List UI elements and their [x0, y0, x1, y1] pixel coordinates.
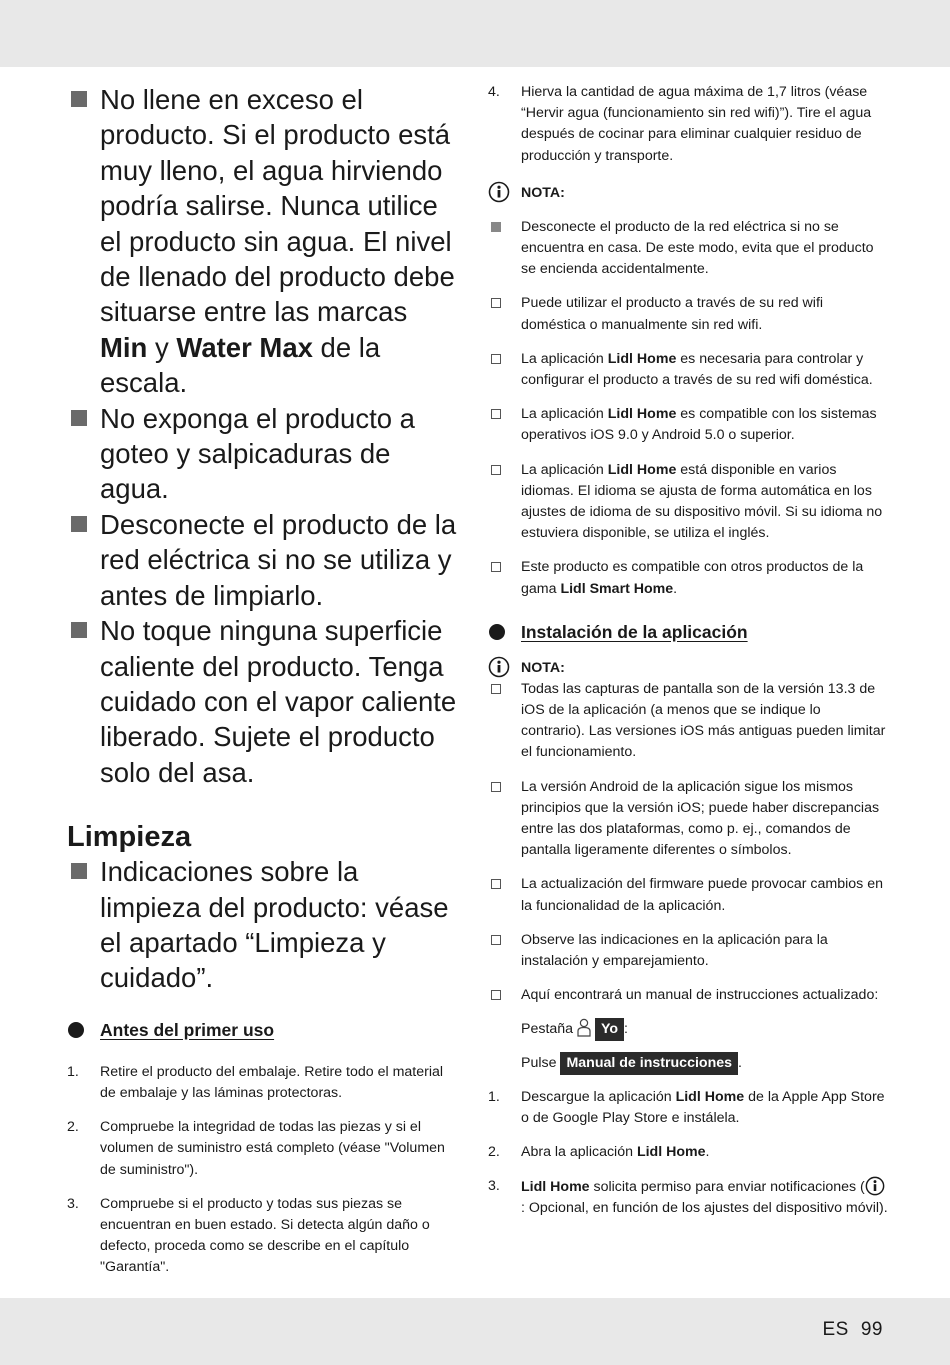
before-first-use-heading: Antes del primer uso — [67, 1018, 462, 1042]
note-item: La aplicación Lidl Home es necesaria para controlar y configurar el producto a través de su red wifi doméstica. — [488, 349, 888, 391]
page-number: 99 — [860, 1319, 883, 1340]
square-bullet-icon — [71, 863, 87, 879]
tab-instruction: Pestaña Yo : — [488, 1018, 888, 1041]
list-item: 3. Compruebe si el producto y todas sus piezas se encuentran en buen estado. Si detecta algún daño o defecto, proceda como se describe en el capítulo "Garantía". — [67, 1195, 430, 1276]
square-bullet-icon — [71, 622, 87, 638]
note-item: La aplicación Lidl Home es compatible con los sistemas operativos iOS 9.0 y Android 5.0 o superior. — [488, 404, 888, 446]
square-bullet-icon — [491, 684, 501, 694]
square-bullet-icon — [491, 990, 501, 1000]
note-item: La actualización del firmware puede provocar cambios en la funcionalidad de la aplicación. — [488, 874, 888, 916]
note-item: Observe las indicaciones en la aplicación para la instalación y emparejamiento. — [488, 930, 888, 972]
note-item: Este producto es compatible con otros productos de la gama Lidl Smart Home. — [488, 557, 888, 599]
circle-bullet-icon — [489, 624, 505, 640]
list-item: 2. Abra la aplicación Lidl Home. — [488, 1143, 710, 1160]
cleaning-list — [67, 854, 462, 996]
square-bullet-icon — [491, 409, 501, 419]
warning-item: No llene en exceso el producto. Si el producto está muy lleno, el agua hirviendo podría salirse. Nunca utilice el producto sin agua. El nivel de llenado del producto debe situarse entre las marcas Min y Water Max de la escala. — [67, 82, 462, 401]
list-item: 3. Lidl Home solicita permiso para enviar notificaciones (: Opcional, en función de los ajustes del dispositivo móvil). — [488, 1178, 888, 1217]
bottom-band — [0, 1298, 950, 1365]
app-install-heading: Instalación de la aplicación — [488, 620, 888, 644]
top-band — [0, 0, 950, 67]
circle-bullet-icon — [68, 1022, 84, 1038]
right-column — [488, 82, 888, 1220]
note-item: Aquí encontrará un manual de instrucciones actualizado: — [488, 985, 888, 1006]
page-footer — [811, 1319, 884, 1341]
square-bullet-icon — [491, 935, 501, 945]
square-bullet-icon — [491, 562, 501, 572]
note-item: Desconecte el producto de la red eléctrica si no se encuentra en casa. De este modo, evita que el producto se encienda accidentalmente. — [488, 217, 888, 281]
tab-yo[interactable]: Yo — [595, 1018, 624, 1041]
safety-warnings — [67, 82, 462, 790]
list-item: 1. Retire el producto del embalaje. Retire todo el material de embalaje y las láminas protectoras. — [67, 1063, 444, 1101]
warning-item: No exponga el producto a goteo y salpicaduras de agua. — [67, 401, 462, 507]
manual-instruction: Pulse Manual de instrucciones . — [488, 1052, 888, 1075]
cleaning-heading: Limpieza — [67, 821, 192, 854]
square-bullet-icon — [491, 222, 501, 232]
square-bullet-icon — [491, 354, 501, 364]
square-bullet-icon — [71, 516, 87, 532]
warning-item: Desconecte el producto de la red eléctrica si no se utiliza y antes de limpiarlo. — [67, 507, 462, 613]
info-icon — [488, 181, 510, 210]
info-icon — [865, 1179, 885, 1195]
first-use-steps — [67, 1062, 462, 1279]
note-heading: NOTA: — [488, 658, 888, 679]
square-bullet-icon — [71, 91, 87, 107]
note-item: Todas las capturas de pantalla son de la versión 13.3 de iOS de la aplicación (a menos que se indique lo contrario). Las versiones iOS más antiguas pueden limitar el funcionamiento. — [488, 679, 888, 764]
warning-item: No toque ninguna superficie caliente del producto. Tenga cuidado con el vapor caliente liberado. Sujete el producto solo del asa. — [67, 613, 462, 790]
note-item: Puede utilizar el producto a través de su red wifi doméstica o manualmente sin red wifi. — [488, 293, 888, 335]
square-bullet-icon — [491, 465, 501, 475]
list-item: 2. Compruebe la integridad de todas las piezas y si el volumen de suministro está completo (véase "Volumen de suministro"). — [67, 1119, 445, 1178]
left-column — [67, 82, 462, 1279]
note-item: La aplicación Lidl Home está disponible en varios idiomas. El idioma se ajusta de forma automática en los ajustes de idioma de su dispositivo móvil. Si su idioma no estuviera disponible, se utiliza el inglés. — [488, 460, 888, 545]
square-bullet-icon — [491, 298, 501, 308]
note-item: La versión Android de la aplicación sigue los mismos principios que la versión iOS; puede haber discrepancias entre las dos plataformas, como p. ej., comandos de pantalla ligeramente diferentes o símbolos. — [488, 777, 888, 862]
square-bullet-icon — [491, 782, 501, 792]
list-item: 4. Hierva la cantidad de agua máxima de 1,7 litros (véase “Hervir agua (funcionamiento sin red wifi)”). Tire el agua después de cocinar para eliminar cualquier residuo de producción y transporte. — [488, 84, 872, 164]
square-bullet-icon — [491, 879, 501, 889]
person-icon — [577, 1021, 595, 1037]
note-heading: NOTA: — [488, 183, 888, 204]
manual-button[interactable]: Manual de instrucciones — [560, 1052, 738, 1075]
square-bullet-icon — [71, 410, 87, 426]
language-code: ES — [822, 1319, 849, 1340]
list-item: 1. Descargue la aplicación Lidl Home de la Apple App Store o de Google Play Store e instálela. — [488, 1088, 885, 1126]
cleaning-item: Indicaciones sobre la limpieza del producto: véase el apartado “Limpieza y cuidado”. — [67, 854, 462, 996]
